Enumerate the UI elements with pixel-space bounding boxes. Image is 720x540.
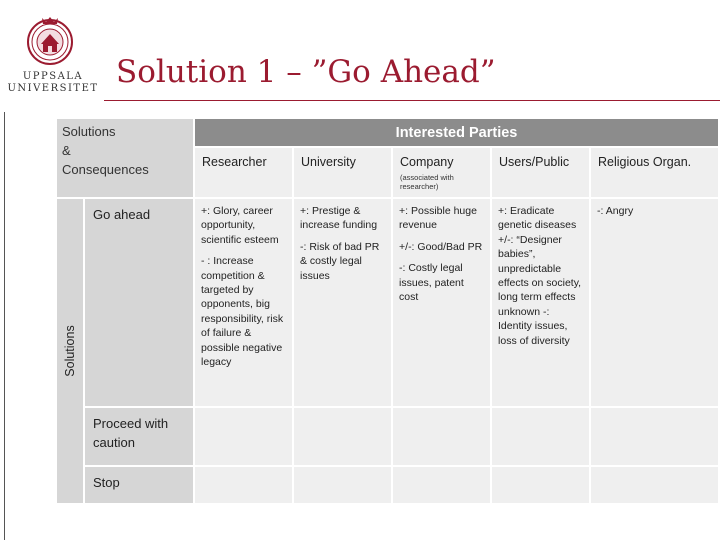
- solutions-table: [55, 117, 720, 505]
- table-cell-university: [294, 199, 391, 406]
- row-label-stop: Stop: [85, 467, 193, 503]
- table-cell-empty: [393, 408, 490, 465]
- solutions-vertical-label: Solutions: [63, 325, 77, 377]
- column-header-religious-organ: [591, 148, 718, 197]
- column-label: University: [301, 155, 356, 169]
- corner-label-ampersand: &: [62, 143, 71, 158]
- university-name-line2: UNIVERSITET: [7, 83, 99, 94]
- column-header-company: [393, 148, 490, 197]
- solutions-vertical-header: [57, 199, 83, 503]
- row-label-go-ahead: Go ahead: [85, 199, 193, 406]
- slide-title: Solution 1 – ”Go Ahead”: [116, 54, 496, 90]
- corner-label-consequences: Consequences: [62, 162, 149, 177]
- table-cell-empty: [294, 408, 391, 465]
- table-cell-empty: [591, 467, 718, 503]
- table-cell-empty: [195, 408, 292, 465]
- corner-label-solutions: Solutions: [62, 124, 116, 139]
- consequence-text: +: Eradicate genetic diseases +/-: “Designer babies”, unpredictable effects on society, long term effects unknown -: Identity issues, loss of diversity: [498, 205, 582, 347]
- table-cell-empty: [195, 467, 292, 503]
- left-vertical-rule: [4, 112, 5, 540]
- table-cell-users-public: [492, 199, 589, 406]
- interested-parties-header: Interested Parties: [195, 119, 718, 146]
- consequence-text: +: Prestige & increase funding: [300, 205, 378, 232]
- corner-header: [57, 119, 193, 197]
- table-cell-empty: [591, 408, 718, 465]
- table-cell-empty: [492, 467, 589, 503]
- consequence-text: +: Glory, career opportunity, scientific esteem: [201, 205, 279, 246]
- column-label: Company: [400, 155, 454, 169]
- consequence-text: +: Possible huge revenue: [399, 205, 477, 232]
- column-label: Researcher: [202, 155, 267, 169]
- column-sublabel: (associated with researcher): [400, 173, 454, 191]
- consequence-text: +/-: Good/Bad PR: [399, 240, 483, 253]
- university-seal-logo: [26, 14, 74, 70]
- consequence-text: -: Risk of bad PR & costly legal issues: [300, 240, 380, 282]
- column-header-university: [294, 148, 391, 197]
- table-cell-company: [393, 199, 490, 406]
- column-header-researcher: [195, 148, 292, 197]
- title-divider: [104, 100, 720, 101]
- table-cell-empty: [492, 408, 589, 465]
- consequence-text: - : Increase competition & targeted by opponents, big responsibility, risk of failure & possible negative legacy: [201, 255, 284, 369]
- table-cell-empty: [294, 467, 391, 503]
- column-label: Religious Organ.: [598, 155, 692, 169]
- university-name-line1: UPPSALA: [22, 71, 84, 82]
- column-label: Users/Public: [499, 155, 570, 169]
- consequence-text: -: Costly legal issues, patent cost: [399, 262, 464, 304]
- row-label-proceed-with-caution: Proceed with caution: [85, 408, 193, 465]
- table-cell-religious-organ: [591, 199, 718, 406]
- table-cell-researcher: [195, 199, 292, 406]
- column-header-users-public: [492, 148, 589, 197]
- consequence-text: -: Angry: [597, 205, 634, 217]
- table-cell-empty: [393, 467, 490, 503]
